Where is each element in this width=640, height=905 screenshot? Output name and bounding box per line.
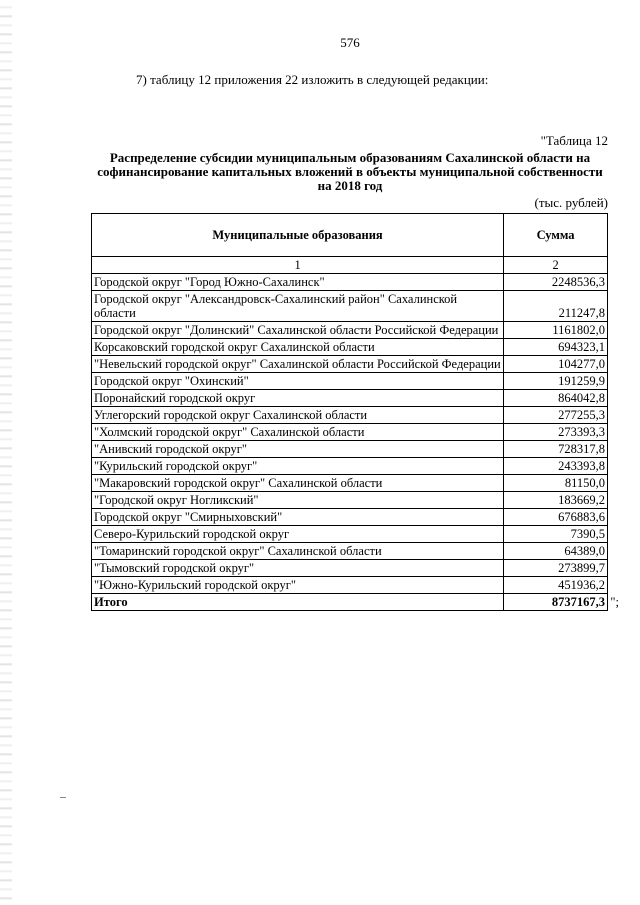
table-label: "Таблица 12 <box>540 133 608 148</box>
table-row <box>92 322 608 339</box>
subsidy-table <box>91 213 619 611</box>
amount-value: 7390,5 <box>504 526 608 543</box>
municipality-name: Городской округ "Смирныховский" <box>92 509 504 526</box>
title-line: софинансирование капитальных вложений в объекты муниципальной собственности <box>97 164 603 179</box>
municipality-name: "Холмский городской округ" Сахалинской области <box>92 424 504 441</box>
table-row <box>92 509 608 526</box>
municipality-name: Городской округ "Охинский" <box>92 373 504 390</box>
municipality-name: Городской округ "Долинский" Сахалинской области Российской Федерации <box>92 322 504 339</box>
amount-value: 451936,2 <box>504 577 608 594</box>
amount-value: 864042,8 <box>504 390 608 407</box>
table-row <box>92 560 608 577</box>
table-row <box>92 339 608 356</box>
header-municipality: Муниципальные образования <box>92 214 504 257</box>
amount-value: 64389,0 <box>504 543 608 560</box>
municipality-name: "Тымовский городской округ" <box>92 560 504 577</box>
amount-value: 183669,2 <box>504 492 608 509</box>
scan-mark <box>60 797 66 798</box>
table-row <box>92 475 608 492</box>
municipality-name: "Макаровский городской округ" Сахалинской области <box>92 475 504 492</box>
municipality-name: Городской округ "Город Южно-Сахалинск" <box>92 274 504 291</box>
amount-value: 1161802,0 <box>504 322 608 339</box>
total-label: Итого <box>92 594 504 611</box>
total-amount: 8737167,3 <box>551 595 605 609</box>
amount-value: 243393,8 <box>504 458 608 475</box>
municipality-name: Корсаковский городской округ Сахалинской области <box>92 339 504 356</box>
amount-value: 2248536,3 <box>504 274 608 291</box>
closing-quote: "; <box>610 595 619 609</box>
municipality-name: "Курильский городской округ" <box>92 458 504 475</box>
scan-edge-artifact <box>0 0 12 905</box>
page-number: 576 <box>340 35 360 50</box>
title-line: на 2018 год <box>317 178 383 193</box>
table-row <box>92 390 608 407</box>
instruction-text: 7) таблицу 12 приложения 22 изложить в следующей редакции: <box>136 72 489 87</box>
municipality-name: "Анивский городской округ" <box>92 441 504 458</box>
header-row <box>92 214 608 257</box>
table-row <box>92 291 608 322</box>
amount-value: 104277,0 <box>504 356 608 373</box>
municipality-name: "Городской округ Ногликский" <box>92 492 504 509</box>
amount-value: 728317,8 <box>504 441 608 458</box>
total-amount-cell <box>504 594 619 611</box>
table-row <box>92 492 608 509</box>
column-number-row <box>92 257 608 274</box>
amount-value: 676883,6 <box>504 509 608 526</box>
column-number: 1 <box>92 257 504 274</box>
municipality-name: Углегорский городской округ Сахалинской области <box>92 407 504 424</box>
table-row <box>92 526 608 543</box>
municipality-name: Поронайский городской округ <box>92 390 504 407</box>
amount-value: 211247,8 <box>504 291 608 322</box>
amount-value: 273393,3 <box>504 424 608 441</box>
amount-value: 191259,9 <box>504 373 608 390</box>
table-row <box>92 407 608 424</box>
document-title <box>90 151 610 193</box>
table-row <box>92 458 608 475</box>
table-row <box>92 373 608 390</box>
amount-value: 81150,0 <box>504 475 608 492</box>
table-row <box>92 274 608 291</box>
municipality-name: "Невельский городской округ" Сахалинской области Российской Федерации <box>92 356 504 373</box>
municipality-name: Северо-Курильский городской округ <box>92 526 504 543</box>
table-row <box>92 356 608 373</box>
amount-value: 694323,1 <box>504 339 608 356</box>
total-row <box>92 594 608 611</box>
table-row <box>92 543 608 560</box>
table-row <box>92 441 608 458</box>
column-number: 2 <box>504 257 608 274</box>
header-amount: Сумма <box>504 214 608 257</box>
units-label: (тыс. рублей) <box>534 195 608 210</box>
municipality-name: "Южно-Курильский городской округ" <box>92 577 504 594</box>
amount-value: 273899,7 <box>504 560 608 577</box>
municipality-name: Городской округ "Александровск-Сахалинский район" Сахалинской области <box>92 291 504 322</box>
table-row <box>92 424 608 441</box>
amount-value: 277255,3 <box>504 407 608 424</box>
municipality-name: "Томаринский городской округ" Сахалинской области <box>92 543 504 560</box>
table-row <box>92 577 608 594</box>
title-line: Распределение субсидии муниципальным образованиям Сахалинской области на <box>109 150 591 165</box>
